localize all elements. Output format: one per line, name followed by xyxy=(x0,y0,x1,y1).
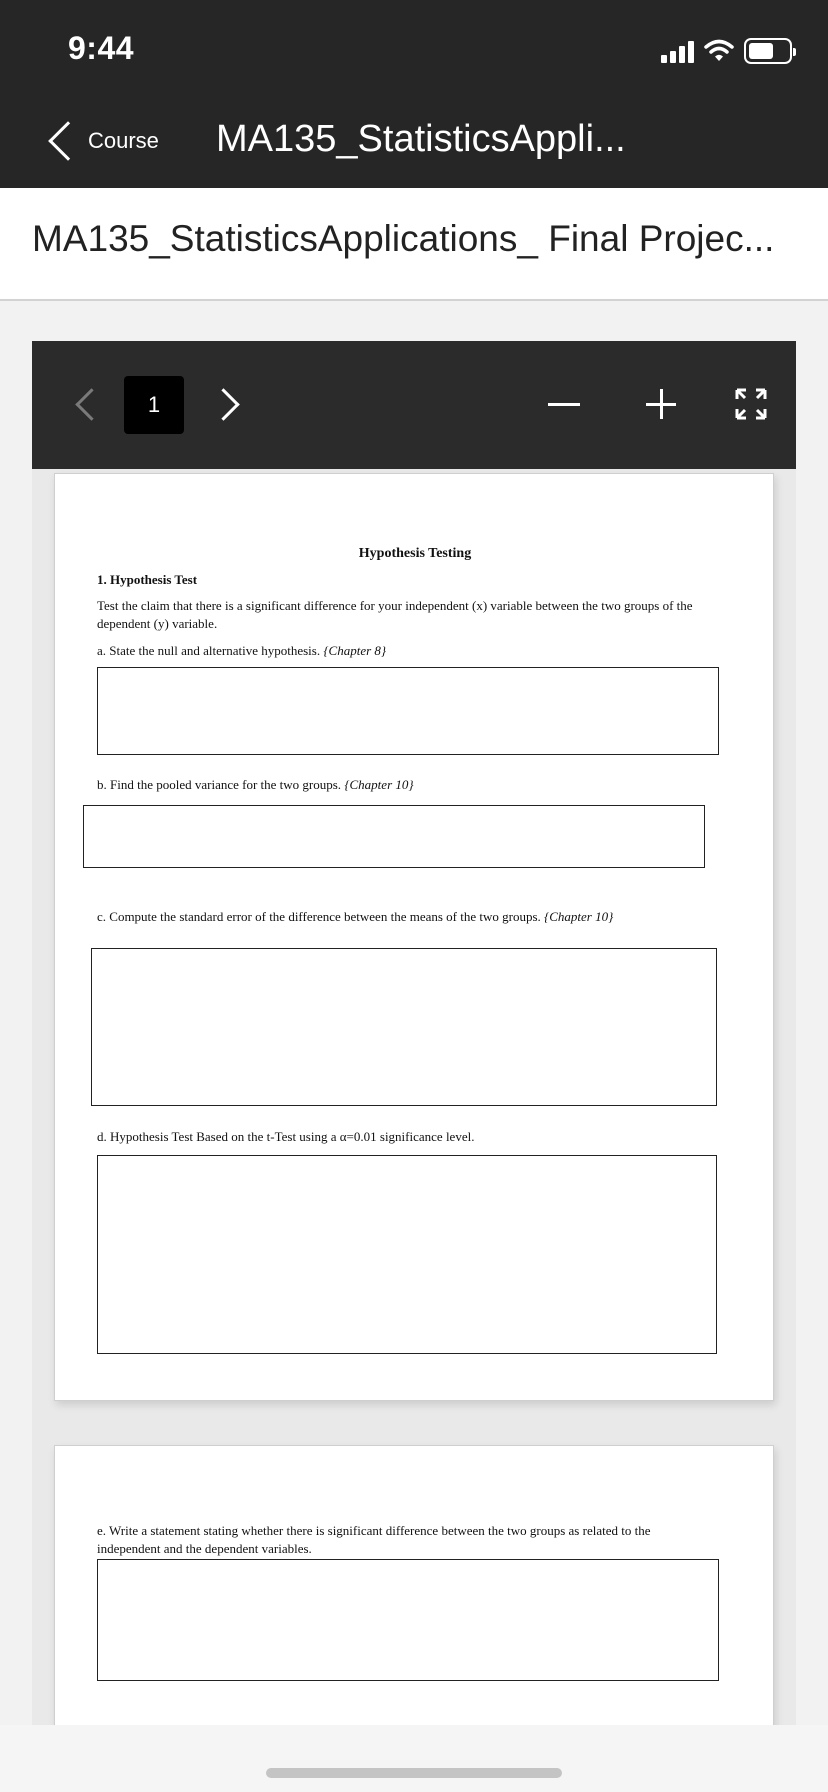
question-a-text: a. State the null and alternative hypothesis. xyxy=(97,643,324,658)
document-title-bar xyxy=(0,188,828,301)
claim-text: Test the claim that there is a significant difference for your independent (x) variable between the two groups of the dependent (y) variable. xyxy=(97,598,693,631)
fullscreen-icon[interactable] xyxy=(734,387,768,421)
question-c xyxy=(97,908,613,926)
status-time: 9:44 xyxy=(68,30,135,66)
answer-box-a xyxy=(97,667,719,755)
document-title: MA135_StatisticsApplications_ Final Projec... xyxy=(32,218,775,259)
question-b xyxy=(97,776,414,794)
previous-page-icon[interactable] xyxy=(68,385,108,425)
question-c-text: c. Compute the standard error of the difference between the means of the two groups. xyxy=(97,909,545,924)
answer-box-e xyxy=(97,1559,719,1681)
chevron-left-icon xyxy=(48,121,88,161)
question-b-chapter: {Chapter 10} xyxy=(344,777,414,792)
pdf-page xyxy=(54,473,774,1401)
page-heading: Hypothesis Testing xyxy=(358,546,472,561)
status-icons xyxy=(661,36,792,66)
next-page-icon[interactable] xyxy=(208,385,248,425)
zoom-out-icon[interactable] xyxy=(544,385,584,425)
battery-icon xyxy=(744,38,792,64)
back-button[interactable] xyxy=(44,116,159,166)
pdf-page xyxy=(54,1445,774,1725)
home-indicator[interactable] xyxy=(266,1768,562,1778)
nav-title: MA135_StatisticsAppli... xyxy=(216,118,626,160)
wifi-icon xyxy=(704,39,734,63)
question-a xyxy=(97,642,386,660)
answer-box-c xyxy=(91,948,717,1106)
cellular-signal-icon xyxy=(661,39,694,63)
answer-box-b xyxy=(83,805,705,868)
zoom-in-icon[interactable] xyxy=(642,385,682,425)
pdf-viewer[interactable] xyxy=(32,341,796,1725)
question-c-chapter: {Chapter 10} xyxy=(544,909,614,924)
question-e: e. Write a statement stating whether there is significant difference between the two groups as related to the independent and the dependent variables. xyxy=(97,1523,651,1556)
page-number-input[interactable]: 1 xyxy=(124,376,184,434)
question-title: 1. Hypothesis Test xyxy=(97,572,198,587)
question-a-chapter: {Chapter 8} xyxy=(323,643,387,658)
home-indicator-area xyxy=(0,1725,828,1792)
question-d: d. Hypothesis Test Based on the t-Test using a α=0.01 significance level. xyxy=(97,1129,475,1144)
answer-box-d xyxy=(97,1155,717,1354)
app-header xyxy=(0,0,828,188)
viewer-toolbar xyxy=(32,341,796,469)
back-label: Course xyxy=(88,128,159,153)
question-b-text: b. Find the pooled variance for the two groups. xyxy=(97,777,345,792)
